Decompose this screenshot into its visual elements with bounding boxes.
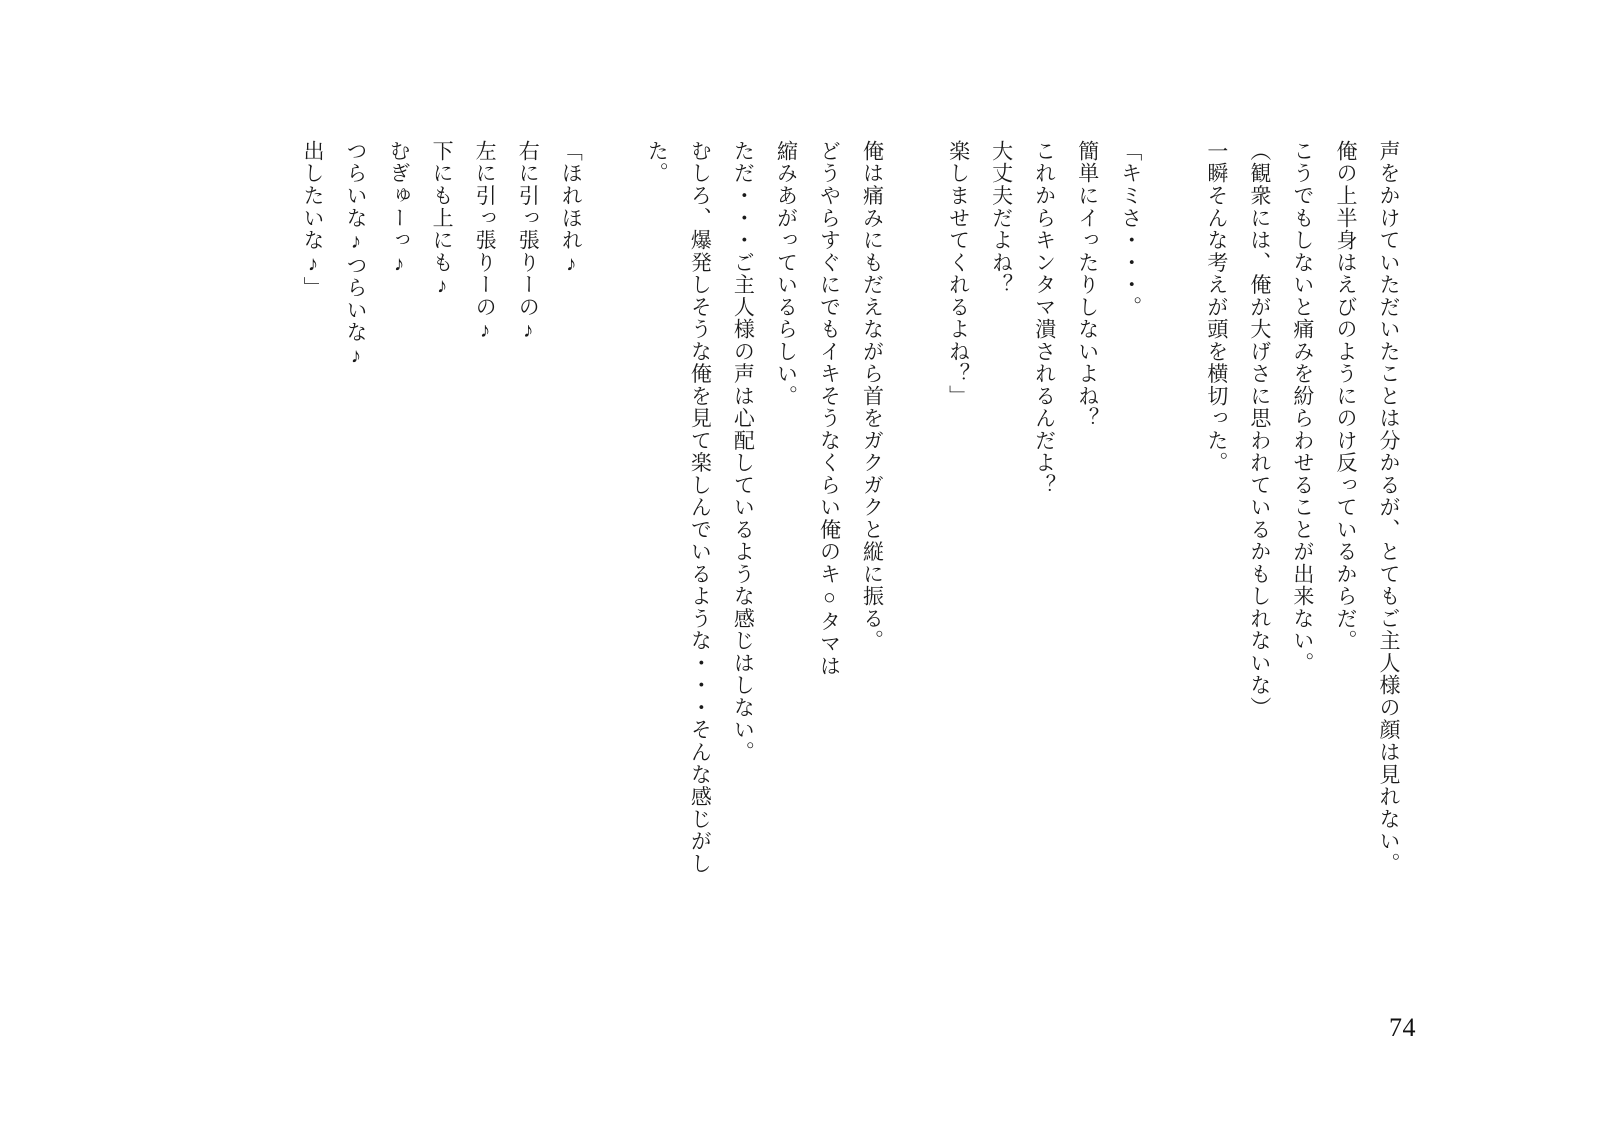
paragraph-line: 大丈夫だよね？ [989,140,1014,296]
paragraph-line: 楽しませてくれるよね？」 [946,140,971,408]
paragraph-line: 「キミさ・・・。 [1118,140,1143,319]
page-number: 74 [1388,1013,1416,1042]
paragraph-line: 右に引っ張りーの♪ [516,140,541,344]
paragraph-line: これからキンタマ潰されるんだよ？ [1032,140,1057,497]
paragraph-gap [592,140,635,141]
page-text-body [291,140,1410,900]
paragraph-line: 出したいな♪」 [300,140,325,299]
paragraph-line: 左に引っ張りーの♪ [473,140,498,344]
paragraph-line: どうやらすぐにでもイキそうなくらい俺のキ○タマは [817,140,842,678]
paragraph-line: むしろ、爆発しそうな俺を見て楽しんでいるような・・・そんな感じがした。 [645,140,713,875]
paragraph-gap [894,140,937,141]
paragraph-line: こうでもしないと痛みを紛らわせることが出来ない。 [1290,140,1315,675]
paragraph-line: （観衆には、俺が大げさに思われているかもしれないな） [1247,140,1272,719]
paragraph-line: 簡単にイったりしないよね？ [1075,140,1100,430]
paragraph-line: ただ・・・ご主人様の声は心配しているような感じはしない。 [731,140,756,764]
paragraph-line: 俺は痛みにもだえながら首をガクガクと縦に振る。 [860,140,885,652]
paragraph-line: つらいな♪つらいな♪ [344,140,369,369]
paragraph-line: 声をかけていただいたことは分かるが、とてもご主人様の顔は見れない。 [1377,140,1401,875]
paragraph-line: 俺の上半身はえびのようにのけ反っているからだ。 [1333,140,1358,652]
paragraph-line: 一瞬そんな考えが頭を横切った。 [1204,140,1229,474]
paragraph-line: むぎゅーっ♪ [387,140,412,277]
paragraph-line: 下にも上にも♪ [430,140,455,299]
paragraph-gap [1152,140,1195,141]
paragraph-line: 縮みあがっているらしい。 [774,140,799,408]
paragraph-line: 「ほれほれ♪ [559,140,584,277]
